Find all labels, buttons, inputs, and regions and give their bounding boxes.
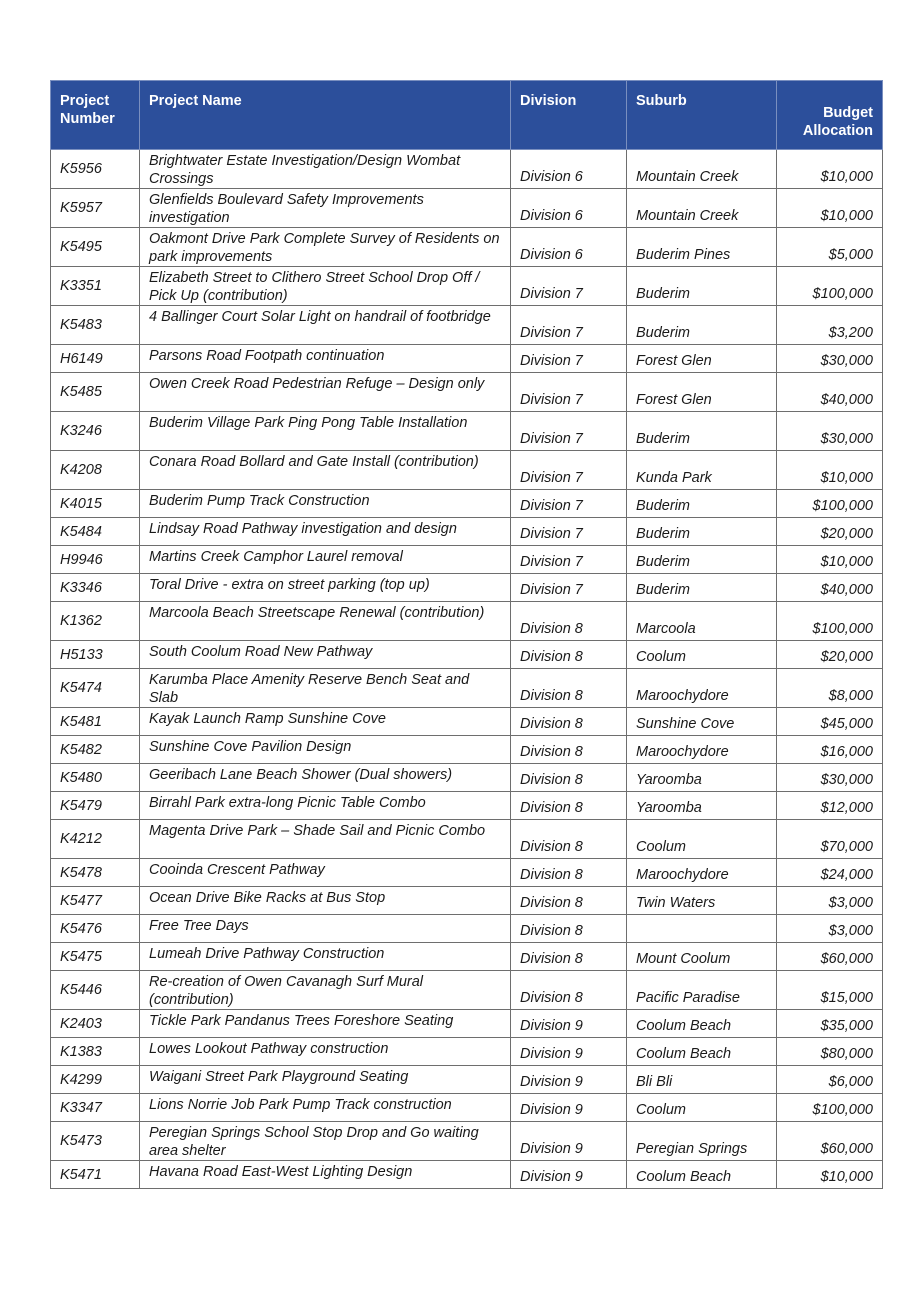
suburb-cell: Maroochydore <box>627 669 777 708</box>
budget-cell: $3,000 <box>777 887 883 915</box>
suburb-cell: Coolum Beach <box>627 1010 777 1038</box>
header-row <box>51 81 883 150</box>
division-cell: Division 7 <box>511 267 627 306</box>
division-cell: Division 9 <box>511 1066 627 1094</box>
suburb-cell: Maroochydore <box>627 859 777 887</box>
suburb-cell: Buderim <box>627 412 777 451</box>
project-name-cell: Ocean Drive Bike Racks at Bus Stop <box>140 887 511 915</box>
project-name-cell: Lions Norrie Job Park Pump Track construction <box>140 1094 511 1122</box>
project-name-cell: Cooinda Crescent Pathway <box>140 859 511 887</box>
division-cell: Division 6 <box>511 150 627 189</box>
table-row <box>51 915 883 943</box>
project-number-cell: K1362 <box>51 602 140 641</box>
suburb-cell: Pacific Paradise <box>627 971 777 1010</box>
table-row <box>51 451 883 490</box>
budget-cell: $30,000 <box>777 345 883 373</box>
division-cell: Division 6 <box>511 189 627 228</box>
table-row <box>51 669 883 708</box>
division-cell: Division 8 <box>511 971 627 1010</box>
project-number-cell: K5477 <box>51 887 140 915</box>
suburb-cell: Yaroomba <box>627 764 777 792</box>
budget-cell: $16,000 <box>777 736 883 764</box>
table-row <box>51 708 883 736</box>
project-name-cell: Owen Creek Road Pedestrian Refuge – Design only <box>140 373 511 412</box>
suburb-cell: Bli Bli <box>627 1066 777 1094</box>
division-cell: Division 8 <box>511 943 627 971</box>
suburb-cell: Forest Glen <box>627 373 777 412</box>
suburb-cell: Buderim <box>627 306 777 345</box>
project-number-cell: K1383 <box>51 1038 140 1066</box>
budget-cell: $70,000 <box>777 820 883 859</box>
project-number-cell: K5471 <box>51 1161 140 1189</box>
header-project-name: Project Name <box>140 81 511 150</box>
budget-cell: $10,000 <box>777 1161 883 1189</box>
division-cell: Division 8 <box>511 736 627 764</box>
project-number-cell: K5481 <box>51 708 140 736</box>
project-name-cell: Lumeah Drive Pathway Construction <box>140 943 511 971</box>
suburb-cell: Buderim <box>627 490 777 518</box>
table-row <box>51 574 883 602</box>
division-cell: Division 7 <box>511 546 627 574</box>
budget-cell: $60,000 <box>777 1122 883 1161</box>
division-cell: Division 9 <box>511 1122 627 1161</box>
table-row <box>51 490 883 518</box>
table-row <box>51 641 883 669</box>
project-name-cell: Oakmont Drive Park Complete Survey of Residents on park improvements <box>140 228 511 267</box>
project-name-cell: Conara Road Bollard and Gate Install (contribution) <box>140 451 511 490</box>
budget-allocation-table <box>50 80 883 1189</box>
budget-cell: $45,000 <box>777 708 883 736</box>
division-cell: Division 8 <box>511 887 627 915</box>
project-name-cell: Elizabeth Street to Clithero Street School Drop Off / Pick Up (contribution) <box>140 267 511 306</box>
project-number-cell: H9946 <box>51 546 140 574</box>
table-row <box>51 373 883 412</box>
project-number-cell: K4208 <box>51 451 140 490</box>
table-row <box>51 1066 883 1094</box>
project-name-cell: Magenta Drive Park – Shade Sail and Picnic Combo <box>140 820 511 859</box>
table-row <box>51 764 883 792</box>
budget-cell: $15,000 <box>777 971 883 1010</box>
table-row <box>51 736 883 764</box>
suburb-cell: Buderim <box>627 574 777 602</box>
project-number-cell: K3346 <box>51 574 140 602</box>
budget-cell: $10,000 <box>777 546 883 574</box>
project-number-cell: K5480 <box>51 764 140 792</box>
header-project-number-line1: Project <box>60 93 110 109</box>
division-cell: Division 9 <box>511 1161 627 1189</box>
table-row <box>51 150 883 189</box>
project-name-cell: Buderim Pump Track Construction <box>140 490 511 518</box>
header-project-number-line2: Number <box>60 111 115 127</box>
budget-cell: $80,000 <box>777 1038 883 1066</box>
project-number-cell: K5957 <box>51 189 140 228</box>
project-number-cell: K5478 <box>51 859 140 887</box>
table-row <box>51 1094 883 1122</box>
project-name-cell: Brightwater Estate Investigation/Design Wombat Crossings <box>140 150 511 189</box>
header-suburb: Suburb <box>627 81 777 150</box>
budget-cell: $6,000 <box>777 1066 883 1094</box>
suburb-cell: Coolum Beach <box>627 1038 777 1066</box>
suburb-cell: Yaroomba <box>627 792 777 820</box>
project-name-cell: Birrahl Park extra-long Picnic Table Combo <box>140 792 511 820</box>
budget-cell: $35,000 <box>777 1010 883 1038</box>
table-row <box>51 412 883 451</box>
header-budget-allocation <box>777 81 883 150</box>
project-number-cell: K5475 <box>51 943 140 971</box>
division-cell: Division 7 <box>511 451 627 490</box>
suburb-cell: Buderim Pines <box>627 228 777 267</box>
budget-cell: $20,000 <box>777 641 883 669</box>
project-number-cell: K5485 <box>51 373 140 412</box>
project-number-cell: K5482 <box>51 736 140 764</box>
budget-cell: $3,000 <box>777 915 883 943</box>
project-number-cell: H6149 <box>51 345 140 373</box>
division-cell: Division 6 <box>511 228 627 267</box>
suburb-cell: Sunshine Cove <box>627 708 777 736</box>
project-name-cell: Peregian Springs School Stop Drop and Go waiting area shelter <box>140 1122 511 1161</box>
suburb-cell: Forest Glen <box>627 345 777 373</box>
budget-cell: $10,000 <box>777 451 883 490</box>
project-number-cell: K5473 <box>51 1122 140 1161</box>
project-name-cell: 4 Ballinger Court Solar Light on handrail of footbridge <box>140 306 511 345</box>
division-cell: Division 7 <box>511 345 627 373</box>
table-row <box>51 602 883 641</box>
table-row <box>51 306 883 345</box>
project-name-cell: Buderim Village Park Ping Pong Table Installation <box>140 412 511 451</box>
suburb-cell: Buderim <box>627 267 777 306</box>
budget-cell: $20,000 <box>777 518 883 546</box>
division-cell: Division 8 <box>511 669 627 708</box>
division-cell: Division 7 <box>511 412 627 451</box>
table-row <box>51 792 883 820</box>
division-cell: Division 9 <box>511 1038 627 1066</box>
budget-cell: $100,000 <box>777 1094 883 1122</box>
table-header <box>51 81 883 150</box>
project-number-cell: K5956 <box>51 150 140 189</box>
budget-cell: $40,000 <box>777 574 883 602</box>
suburb-cell: Coolum <box>627 641 777 669</box>
header-division: Division <box>511 81 627 150</box>
project-number-cell: K5479 <box>51 792 140 820</box>
division-cell: Division 8 <box>511 915 627 943</box>
header-budget-line2: Allocation <box>802 123 873 139</box>
budget-cell: $8,000 <box>777 669 883 708</box>
table-row <box>51 859 883 887</box>
project-number-cell: K4212 <box>51 820 140 859</box>
project-number-cell: K4299 <box>51 1066 140 1094</box>
table-row <box>51 1038 883 1066</box>
table-row <box>51 943 883 971</box>
budget-cell: $5,000 <box>777 228 883 267</box>
project-name-cell: Marcoola Beach Streetscape Renewal (contribution) <box>140 602 511 641</box>
table-row <box>51 971 883 1010</box>
project-number-cell: K5474 <box>51 669 140 708</box>
suburb-cell: Buderim <box>627 518 777 546</box>
division-cell: Division 8 <box>511 708 627 736</box>
suburb-cell: Peregian Springs <box>627 1122 777 1161</box>
budget-cell: $60,000 <box>777 943 883 971</box>
project-name-cell: Lowes Lookout Pathway construction <box>140 1038 511 1066</box>
project-name-cell: Re-creation of Owen Cavanagh Surf Mural (contribution) <box>140 971 511 1010</box>
table-row <box>51 345 883 373</box>
project-number-cell: K4015 <box>51 490 140 518</box>
project-name-cell: South Coolum Road New Pathway <box>140 641 511 669</box>
table-row <box>51 1122 883 1161</box>
project-number-cell: K5484 <box>51 518 140 546</box>
suburb-cell: Mountain Creek <box>627 150 777 189</box>
division-cell: Division 9 <box>511 1010 627 1038</box>
suburb-cell <box>627 915 777 943</box>
division-cell: Division 7 <box>511 490 627 518</box>
table-row <box>51 1161 883 1189</box>
suburb-cell: Coolum <box>627 820 777 859</box>
budget-cell: $30,000 <box>777 412 883 451</box>
project-number-cell: K3347 <box>51 1094 140 1122</box>
suburb-cell: Marcoola <box>627 602 777 641</box>
table-row <box>51 518 883 546</box>
division-cell: Division 8 <box>511 764 627 792</box>
table-body <box>51 150 883 1189</box>
division-cell: Division 8 <box>511 602 627 641</box>
table-row <box>51 189 883 228</box>
table-row <box>51 267 883 306</box>
project-name-cell: Sunshine Cove Pavilion Design <box>140 736 511 764</box>
project-name-cell: Geeribach Lane Beach Shower (Dual showers) <box>140 764 511 792</box>
division-cell: Division 7 <box>511 306 627 345</box>
budget-cell: $24,000 <box>777 859 883 887</box>
project-name-cell: Tickle Park Pandanus Trees Foreshore Seating <box>140 1010 511 1038</box>
budget-cell: $10,000 <box>777 189 883 228</box>
table-row <box>51 546 883 574</box>
project-name-cell: Havana Road East-West Lighting Design <box>140 1161 511 1189</box>
project-number-cell: K5446 <box>51 971 140 1010</box>
header-project-number <box>51 81 140 150</box>
division-cell: Division 7 <box>511 574 627 602</box>
project-name-cell: Karumba Place Amenity Reserve Bench Seat and Slab <box>140 669 511 708</box>
budget-cell: $10,000 <box>777 150 883 189</box>
division-cell: Division 7 <box>511 518 627 546</box>
project-name-cell: Kayak Launch Ramp Sunshine Cove <box>140 708 511 736</box>
budget-cell: $12,000 <box>777 792 883 820</box>
project-number-cell: K5495 <box>51 228 140 267</box>
budget-cell: $100,000 <box>777 267 883 306</box>
project-number-cell: K3351 <box>51 267 140 306</box>
division-cell: Division 7 <box>511 373 627 412</box>
budget-cell: $40,000 <box>777 373 883 412</box>
division-cell: Division 8 <box>511 859 627 887</box>
table-row <box>51 887 883 915</box>
suburb-cell: Coolum <box>627 1094 777 1122</box>
division-cell: Division 8 <box>511 641 627 669</box>
project-name-cell: Toral Drive - extra on street parking (top up) <box>140 574 511 602</box>
suburb-cell: Mount Coolum <box>627 943 777 971</box>
project-name-cell: Martins Creek Camphor Laurel removal <box>140 546 511 574</box>
project-name-cell: Lindsay Road Pathway investigation and design <box>140 518 511 546</box>
budget-cell: $3,200 <box>777 306 883 345</box>
project-name-cell: Waigani Street Park Playground Seating <box>140 1066 511 1094</box>
suburb-cell: Twin Waters <box>627 887 777 915</box>
budget-cell: $100,000 <box>777 602 883 641</box>
project-number-cell: K2403 <box>51 1010 140 1038</box>
table-row <box>51 1010 883 1038</box>
division-cell: Division 8 <box>511 820 627 859</box>
suburb-cell: Kunda Park <box>627 451 777 490</box>
project-number-cell: K3246 <box>51 412 140 451</box>
project-number-cell: K5483 <box>51 306 140 345</box>
header-budget-line1: Budget <box>823 105 873 121</box>
project-number-cell: H5133 <box>51 641 140 669</box>
suburb-cell: Mountain Creek <box>627 189 777 228</box>
suburb-cell: Coolum Beach <box>627 1161 777 1189</box>
project-number-cell: K5476 <box>51 915 140 943</box>
suburb-cell: Buderim <box>627 546 777 574</box>
table-row <box>51 820 883 859</box>
suburb-cell: Maroochydore <box>627 736 777 764</box>
budget-cell: $100,000 <box>777 490 883 518</box>
budget-cell: $30,000 <box>777 764 883 792</box>
project-name-cell: Glenfields Boulevard Safety Improvements investigation <box>140 189 511 228</box>
project-name-cell: Parsons Road Footpath continuation <box>140 345 511 373</box>
project-name-cell: Free Tree Days <box>140 915 511 943</box>
table-row <box>51 228 883 267</box>
division-cell: Division 8 <box>511 792 627 820</box>
division-cell: Division 9 <box>511 1094 627 1122</box>
